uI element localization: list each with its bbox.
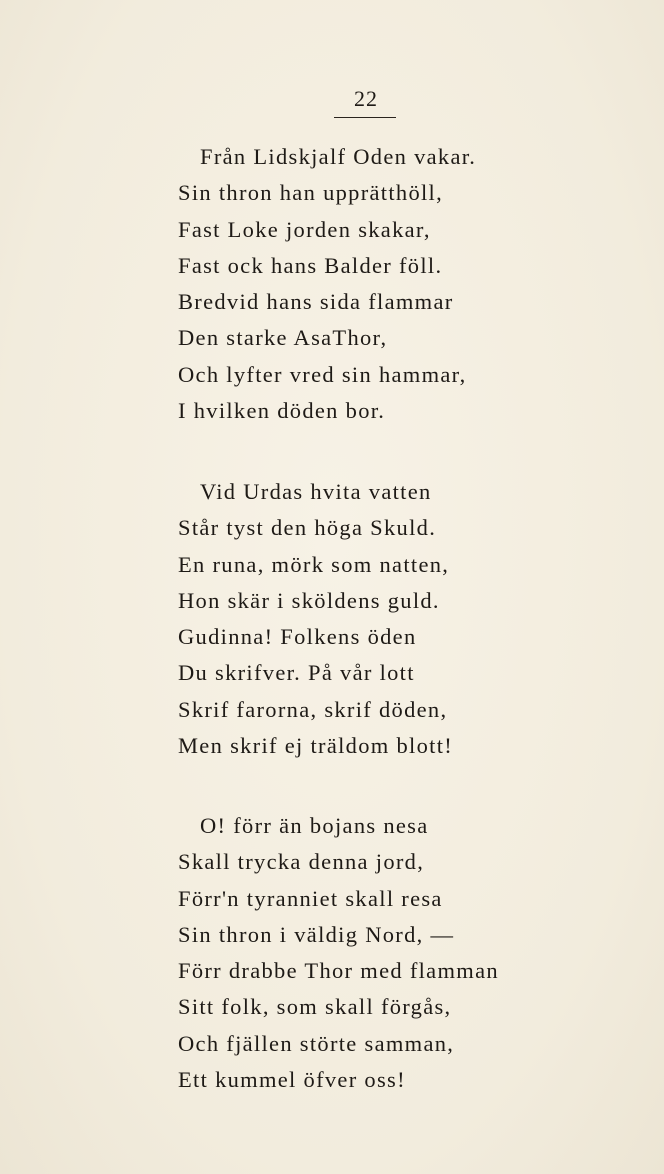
verse-line: Förr drabbe Thor med flamman — [178, 958, 499, 984]
verse-line: Gudinna! Folkens öden — [178, 624, 417, 650]
page-number-rule — [334, 117, 396, 118]
verse-line: Skrif farorna, skrif döden, — [178, 696, 448, 722]
verse-line: En runa, mörk som natten, — [178, 551, 450, 577]
verse-line: Ett kummel öfver oss! — [178, 1067, 406, 1093]
page-number: 22 — [354, 86, 378, 111]
verse-line: Sin thron i väldig Nord, — — [178, 921, 455, 947]
verse-line: Står tyst den höga Skuld. — [178, 515, 437, 541]
stanza-2 — [178, 474, 453, 764]
verse-line: Skall trycka denna jord, — [178, 849, 425, 875]
verse-line: Och lyfter vred sin hammar, — [178, 361, 467, 387]
verse-line: Från Lidskjalf Oden vakar. — [200, 144, 477, 169]
verse-line: Men skrif ej träldom blott! — [178, 733, 454, 759]
verse-line: Fast ock hans Balder föll. — [178, 252, 443, 278]
verse-line: Förr'n tyranniet skall resa — [178, 885, 443, 911]
verse-line: Vid Urdas hvita vatten — [200, 479, 432, 504]
stanza-3 — [178, 808, 499, 1098]
verse-line: Bredvid hans sida flammar — [178, 289, 454, 315]
verse-line: I hvilken döden bor. — [178, 398, 386, 424]
stanza-1 — [178, 139, 476, 429]
verse-line: O! förr än bojans nesa — [200, 813, 429, 838]
verse-line: Hon skär i sköldens guld. — [178, 587, 440, 613]
verse-line: Och fjällen störte samman, — [178, 1030, 455, 1056]
verse-line: Sitt folk, som skall förgås, — [178, 994, 452, 1020]
verse-line: Fast Loke jorden skakar, — [178, 216, 431, 242]
verse-line: Sin thron han upprätthöll, — [178, 180, 444, 206]
verse-line: Den starke AsaThor, — [178, 325, 388, 351]
verse-line: Du skrifver. På vår lott — [178, 660, 415, 686]
